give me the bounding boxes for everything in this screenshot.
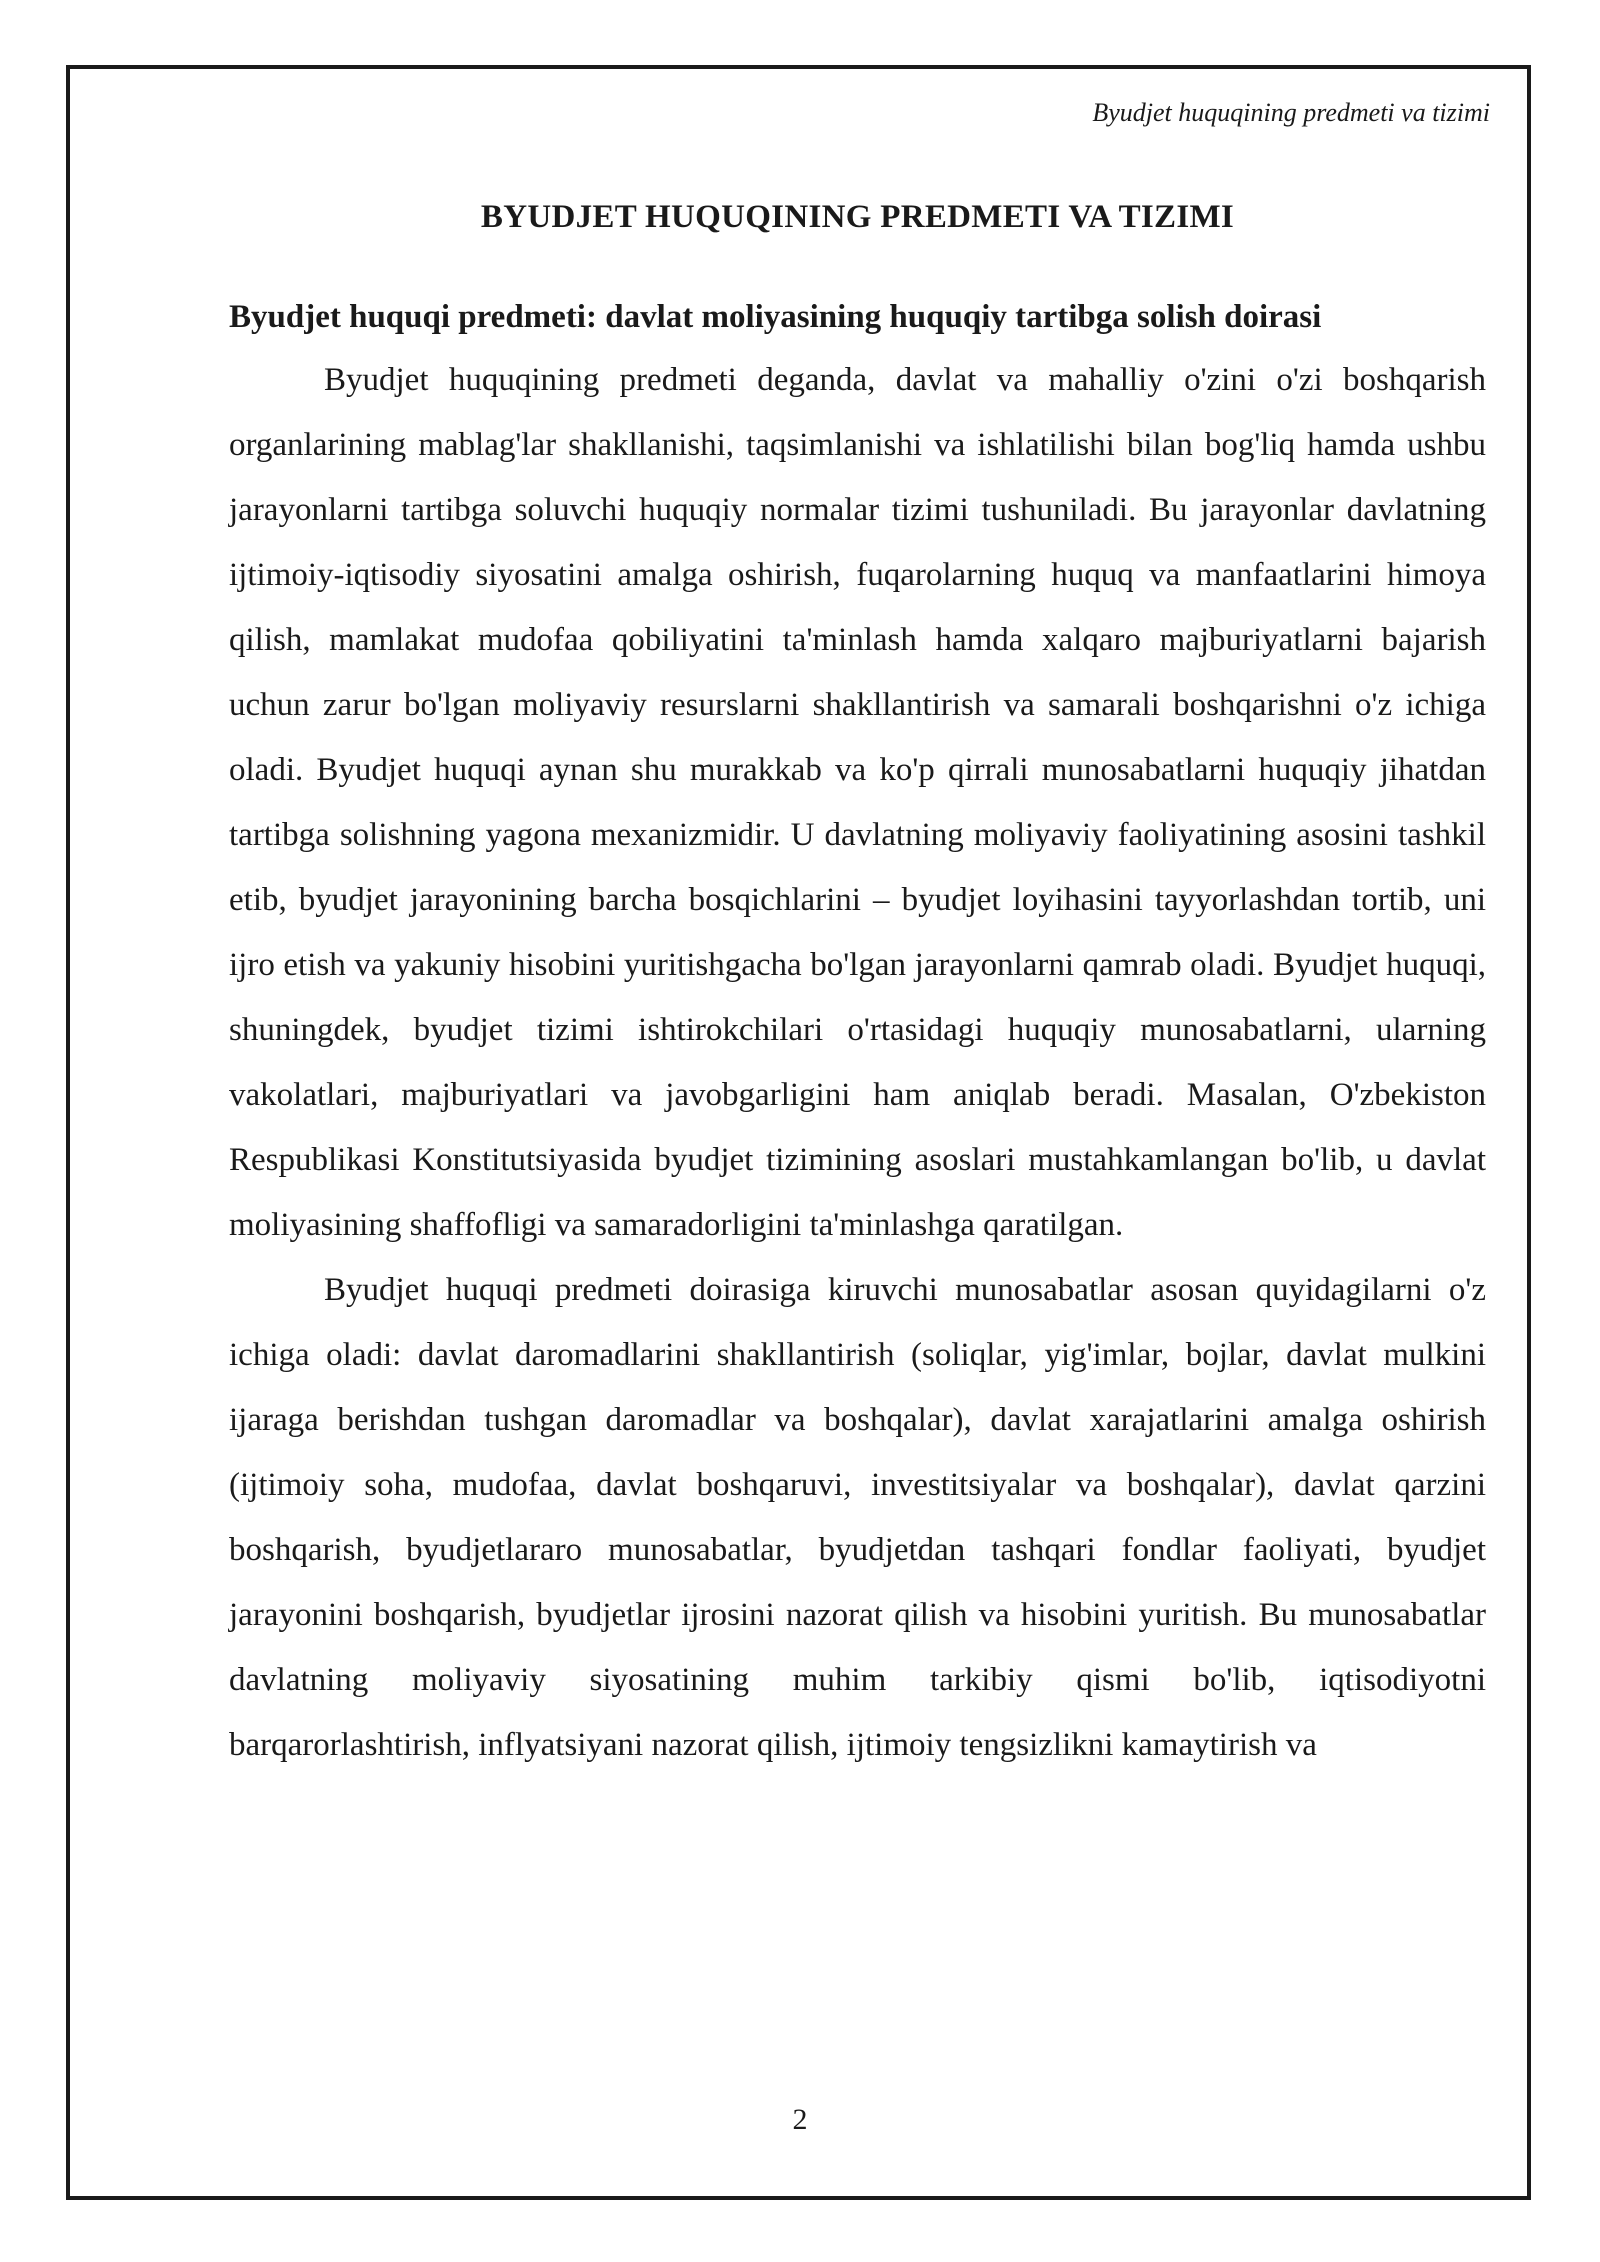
body-paragraph: Byudjet huquqi predmeti doirasiga kiruvchi munosabatlar asosan quyidagilarni o'z ichiga oladi: davlat daromadlarini shakllantirish (soliqlar, yig'imlar, bojlar, davlat mulkini ijaraga berishdan tushgan daromadlar va boshqalar), davlat xarajatlarini amalga oshirish (ijtimoiy soha, mudofaa, davlat boshqaruvi, investitsiyalar va boshqalar), davlat qarzini boshqarish, byudjetlararo munosabatlar, byudjetdan tashqari fondlar faoliyati, byudjet jarayonini boshqarish, byudjetlar ijrosini nazorat qilish va hisobini yuritish. Bu munosabatlar davlatning moliyaviy siyosatining muhim tarkibiy qismi bo'lib, iqtisodiyotni barqarorlashtirish, inflyatsiyani nazorat qilish, ijtimoiy tengsizlikni kamaytirish va <box>229 1272 1486 1763</box>
document-title: BYUDJET HUQUQINING PREDMETI VA TIZIMI <box>480 199 1235 235</box>
page-content <box>229 180 1486 1778</box>
page-number: 2 <box>792 2103 808 2136</box>
section-heading: Byudjet huquqi predmeti: davlat moliyasining huquqiy tartibga solish doirasi <box>229 299 1322 335</box>
running-header: Byudjet huquqining predmeti va tizimi <box>1092 98 1490 127</box>
body-paragraph: Byudjet huquqining predmeti deganda, davlat va mahalliy o'zini o'zi boshqarish organlarining mablag'lar shakllanishi, taqsimlanishi va ishlatilishi bilan bog'liq hamda ushbu jarayonlarni tartibga soluvchi huquqiy normalar tizimi tushuniladi. Bu jarayonlar davlatning ijtimoiy-iqtisodiy siyosatini amalga oshirish, fuqarolarning huquq va manfaatlarini himoya qilish, mamlakat mudofaa qobiliyatini ta'minlash hamda xalqaro majburiyatlarni bajarish uchun zarur bo'lgan moliyaviy resurslarni shakllantirish va samarali boshqarishni o'z ichiga oladi. Byudjet huquqi aynan shu murakkab va ko'p qirrali munosabatlarni huquqiy jihatdan tartibga solishning yagona mexanizmidir. U davlatning moliyaviy faoliyatining asosini tashkil etib, byudjet jarayonining barcha bosqichlarini – byudjet loyihasini tayyorlashdan tortib, uni ijro etish va yakuniy hisobini yuritishgacha bo'lgan jarayonlarni qamrab oladi. Byudjet huquqi, shuningdek, byudjet tizimi ishtirokchilari o'rtasidagi huquqiy munosabatlarni, ularning vakolatlari, majburiyatlari va javobgarligini ham aniqlab beradi. Masalan, O'zbekiston Respublikasi Konstitutsiyasida byudjet tizimining asoslari mustahkamlangan bo'lib, u davlat moliyasining shaffofligi va samaradorligini ta'minlashga qaratilgan. <box>229 362 1486 1243</box>
